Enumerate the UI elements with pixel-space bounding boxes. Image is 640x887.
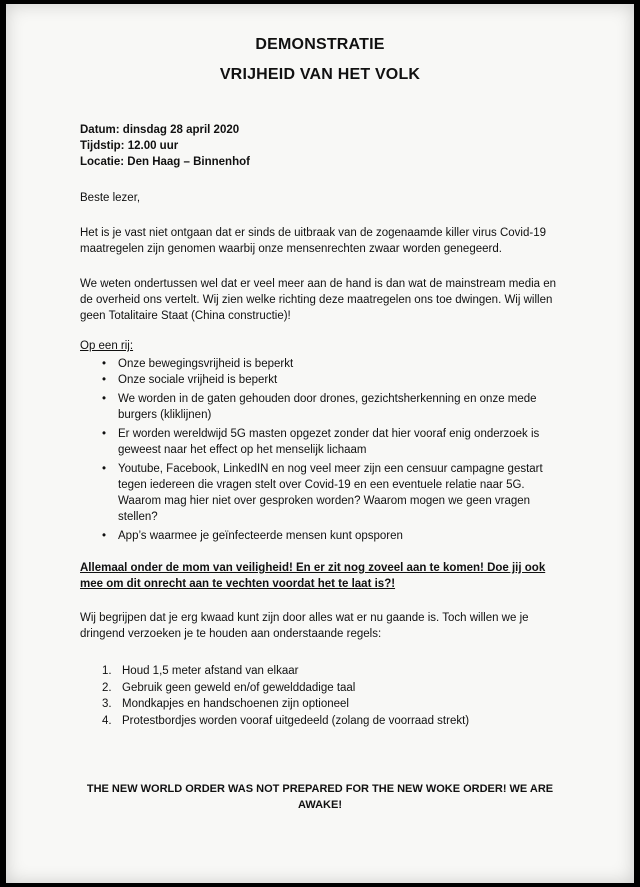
document-page <box>6 4 634 883</box>
list-item: • Er worden wereldwijd 5G masten opgezet zonder dat hier vooraf enig onderzoek is geweest naar het effect op het menselijk lichaam <box>102 428 540 456</box>
paragraph-rules-intro: Wij begrijpen dat je erg kwaad kunt zijn door alles wat er nu gaande is. Toch willen we je dringend verzoeken je te houden aan onderstaande regels: <box>80 612 529 640</box>
document-title: DEMONSTRATIE <box>255 36 385 53</box>
bullet-icon: • <box>102 374 107 386</box>
bullet-icon: • <box>102 463 107 475</box>
list-item: • App’s waarmee je geïnfecteerde mensen kunt opsporen <box>102 530 403 542</box>
list-item: • Onze sociale vrijheid is beperkt <box>102 374 278 386</box>
event-details <box>80 122 250 170</box>
paragraph-context: We weten ondertussen wel dat er veel meer aan de hand is dan wat de mainstream media en de overheid ons vertelt. Wij zien welke richting deze maatregelen ons toe dwingen. Wij willen geen Totalitaire Staat (China constructie)! <box>80 278 557 322</box>
greeting: Beste lezer, <box>80 192 141 204</box>
list-item: • Youtube, Facebook, LinkedIN en nog veel meer zijn een censuur campagne gestart tegen iedereen die vragen stelt over Covid-19 en een eventuele relatie naar 5G. Waarom mag hier niet over gesproken worden? Waarom mogen we geen vragen stellen? <box>102 463 543 523</box>
call-to-action: Allemaal onder de mom van veiligheid! En er zit nog zoveel aan te komen! Doe jij ook mee om dit onrecht aan te vechten voordat het te laat is?! <box>80 562 546 590</box>
bullet-icon: • <box>102 393 107 405</box>
list-item: • We worden in de gaten gehouden door drones, gezichtsherkenning en onze mede burgers (kliklijnen) <box>102 393 537 421</box>
event-location: Locatie: Den Haag – Binnenhof <box>80 156 250 168</box>
list-item: 2. Gebruik geen geweld en/of gewelddadige taal <box>102 681 356 694</box>
list-item: • Onze bewegingsvrijheid is beperkt <box>102 358 294 370</box>
list-item: 3. Mondkapjes en handschoenen zijn optioneel <box>102 698 349 710</box>
list-item: 1. Houd 1,5 meter afstand van elkaar <box>102 665 299 677</box>
list-item: 4. Protestbordjes worden vooraf uitgedeeld (zolang de voorraad strekt) <box>102 714 470 727</box>
grievance-list <box>102 356 562 544</box>
paragraph-intro: Het is je vast niet ontgaan dat er sinds de uitbraak van de zogenaamde killer virus Covid-19 maatregelen zijn genomen waarbij onze mensenrechten zwaar worden genegeerd. <box>80 227 547 255</box>
bullet-icon: • <box>102 358 107 370</box>
event-time: Tijdstip: 12.00 uur <box>80 140 179 152</box>
rules-list <box>102 663 469 729</box>
bullet-icon: • <box>102 530 107 542</box>
bullet-icon: • <box>102 428 107 440</box>
closing-slogan: THE NEW WORLD ORDER WAS NOT PREPARED FOR THE NEW WOKE ORDER! WE ARE AWAKE! <box>86 783 554 811</box>
list-heading: Op een rij: <box>80 340 134 352</box>
event-date: Datum: dinsdag 28 april 2020 <box>80 124 240 136</box>
document-subtitle: VRIJHEID VAN HET VOLK <box>219 66 421 83</box>
